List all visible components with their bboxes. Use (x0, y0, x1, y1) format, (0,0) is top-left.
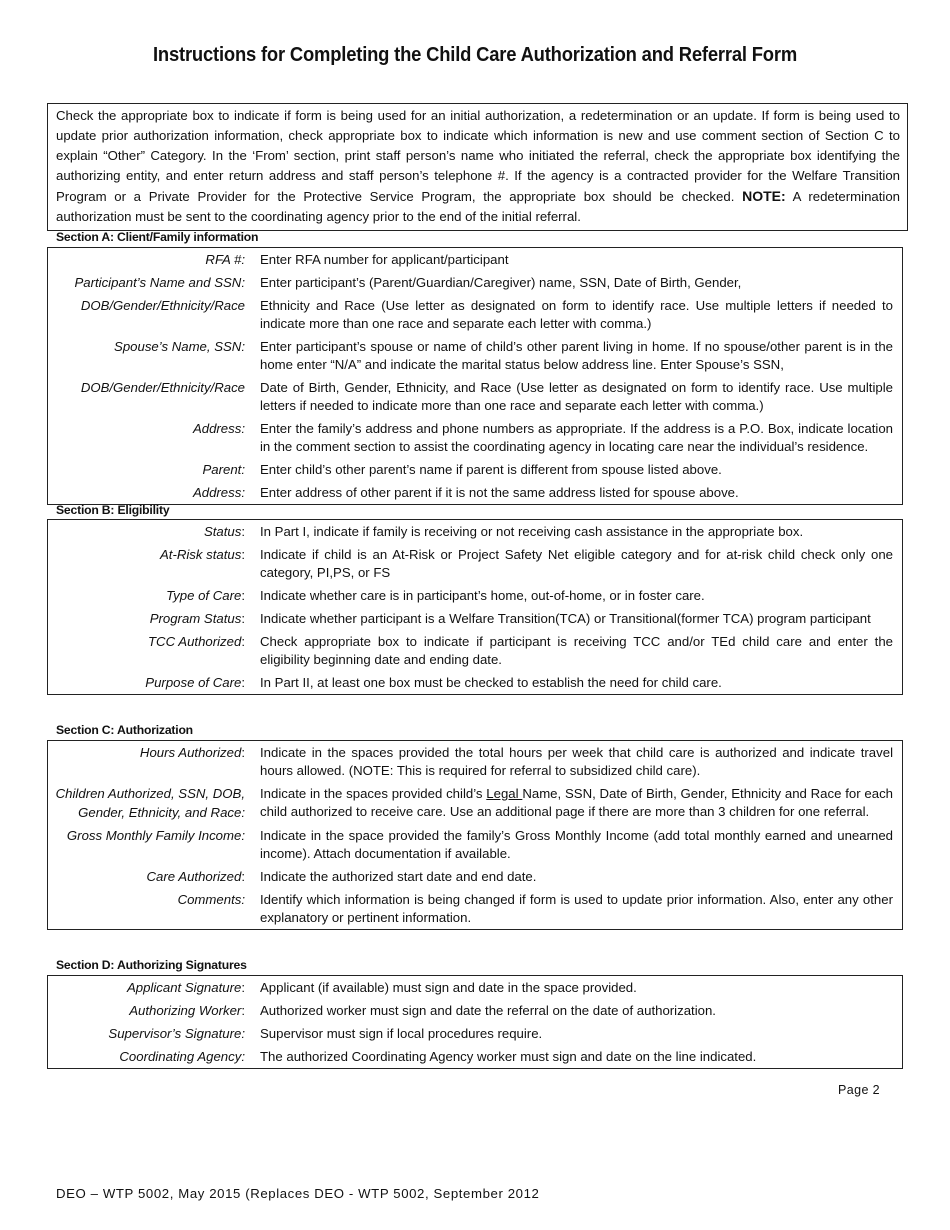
section-b-row (48, 520, 902, 543)
note-text: A redetermination authorization must be sent to the coordinating agency prior to the end of the initial referral. (56, 189, 900, 224)
row-description: Check appropriate box to indicate if participant is receiving TCC and/or TEd child care and enter the eligibility beginning date and ending date. (260, 634, 893, 667)
row-description: Enter participant’s (Parent/Guardian/Caregiver) name, SSN, Date of Birth, Gender, (260, 275, 742, 290)
section-d-row (48, 999, 902, 1022)
section-d-title: Section D: Authorizing Signatures (56, 958, 247, 972)
section-b-title: Section B: Eligibility (56, 503, 170, 517)
row-label-colon: : (241, 547, 245, 562)
section-c-box (47, 740, 903, 930)
row-label: Children Authorized, SSN, DOB, Gender, Ethnicity, and Race: (55, 786, 245, 820)
row-label: Authorizing Worker (129, 1003, 242, 1018)
section-a-box (47, 247, 903, 505)
section-d-row (48, 1022, 902, 1045)
row-label: RFA #: (205, 252, 245, 267)
row-label: DOB/Gender/Ethnicity/Race (80, 380, 245, 395)
row-description: Enter the family’s address and phone numbers as appropriate. If the address is a P.O. Box, indicate location in the comment section to assist the coordinating agency in locating care near the individual’s residence. (260, 421, 893, 454)
section-c-row (48, 865, 902, 888)
row-label-colon: : (241, 524, 245, 539)
section-a-row (48, 248, 902, 271)
page-number: Page 2 (838, 1083, 881, 1097)
section-a-row (48, 481, 902, 504)
row-description-pre: Indicate in the spaces provided child’s (260, 786, 487, 801)
section-c-row (48, 888, 902, 929)
section-d-row (48, 1045, 902, 1068)
section-b-box (47, 519, 903, 695)
section-b-row (48, 671, 902, 694)
section-d-row (48, 976, 902, 999)
row-label: Parent: (202, 462, 245, 477)
document-title: Instructions for Completing the Child Care Authorization and Referral Form (152, 44, 798, 66)
row-label-colon: : (241, 745, 245, 760)
intro-text: Check the appropriate box to indicate if form is being used for an initial authorization, a redetermination or an update. If form is being used to update prior authorization information, check appropriate box to indicate which information is new and use comment section of Section C to explain “Other” Category. In the ‘From’ section, print staff person’s name who initiated the referral, check the appropriate box identifying the authorizing entity, and enter return address and staff person’s telephone #. If the agency is a contracted provider for the Welfare Transition Program or a Private Provider for the Protective Service Program, the appropriate box should be checked. (56, 108, 900, 204)
section-a-title: Section A: Client/Family information (56, 230, 259, 244)
section-a-row (48, 417, 902, 458)
row-label: Comments: (177, 892, 245, 907)
row-label: Participant’s Name and SSN: (74, 275, 245, 290)
row-description: Supervisor must sign if local procedures require. (260, 1026, 543, 1041)
form-footer: DEO – WTP 5002, May 2015 (Replaces DEO - WTP 5002, September 2012 (56, 1186, 540, 1201)
row-label: Coordinating Agency: (119, 1049, 245, 1064)
row-label: Gross Monthly Family Income: (66, 828, 245, 843)
row-description: Enter address of other parent if it is not the same address listed for spouse above. (260, 485, 739, 500)
section-b-row (48, 584, 902, 607)
row-label: Applicant Signature (126, 980, 242, 995)
intro-instructions-box (47, 103, 908, 231)
row-description: Date of Birth, Gender, Ethnicity, and Race (Use letter as designated on form to identify race. Use multiple letters if needed to indicate more than one race and separate each letter with comma.) (260, 380, 893, 413)
section-d-box (47, 975, 903, 1069)
row-description: Indicate in the spaces provided the total hours per week that child care is authorized and indicate travel hours allowed. (NOTE: This is required for referral to subsidized child care). (260, 745, 893, 778)
row-label-colon: : (241, 869, 245, 884)
row-label: Type of Care (166, 588, 242, 603)
row-description: In Part II, at least one box must be checked to establish the need for child care. (260, 675, 722, 690)
row-description: Authorized worker must sign and date the referral on the date of authorization. (260, 1003, 716, 1018)
section-b-row (48, 630, 902, 671)
section-b-row (48, 607, 902, 630)
section-c-title: Section C: Authorization (56, 723, 193, 737)
row-label: At-Risk status (159, 547, 242, 562)
row-description: Enter participant’s spouse or name of child’s other parent living in home. If no spouse/other parent is in the home enter “N/A” and indicate the marital status below address line. Enter Spouse’s SSN, (260, 339, 893, 372)
section-c-row (48, 782, 902, 824)
row-description: Indicate whether participant is a Welfare Transition(TCA) or Transitional(former TCA) program participant (260, 611, 871, 626)
row-label-colon: : (241, 980, 245, 995)
row-label: Purpose of Care (145, 675, 242, 690)
row-description: Indicate the authorized start date and end date. (260, 869, 537, 884)
row-description (260, 784, 893, 821)
row-label: DOB/Gender/Ethnicity/Race (80, 298, 245, 313)
row-label: TCC Authorized (148, 634, 242, 649)
row-description: Indicate in the space provided the family’s Gross Monthly Income (add total monthly earned and unearned income). Attach documentation if available. (260, 828, 893, 861)
row-label-colon: : (241, 1003, 245, 1018)
note-label: NOTE: (742, 188, 786, 204)
row-description: In Part I, indicate if family is receiving or not receiving cash assistance in the appropriate box. (260, 524, 804, 539)
row-description: Enter RFA number for applicant/participant (260, 252, 509, 267)
row-label: Address: (192, 485, 245, 500)
row-description: Indicate if child is an At-Risk or Project Safety Net eligible category and for at-risk child check only one category, PI,PS, or FS (260, 547, 893, 580)
section-c-row (48, 824, 902, 865)
legal-underlined: Legal (486, 786, 523, 801)
row-description-rest: Name, SSN, Date of Birth, Gender, Ethnicity and Race for each child authorized to receive care. Use an additional page if there are more than 3 children for one referral. (260, 786, 893, 819)
row-label: Spouse’s Name, SSN: (114, 339, 245, 354)
row-label: Hours Authorized (139, 745, 242, 760)
section-c-row (48, 741, 902, 782)
row-label: Address: (192, 421, 245, 436)
row-label-colon: : (241, 588, 245, 603)
section-b-row (48, 543, 902, 584)
row-description: The authorized Coordinating Agency worker must sign and date on the line indicated. (260, 1049, 757, 1064)
section-a-row (48, 376, 902, 417)
row-description: Identify which information is being changed if form is used to update prior information. Also, enter any other explanatory or pertinent information. (260, 892, 893, 925)
row-description: Applicant (if available) must sign and date in the space provided. (260, 980, 637, 995)
row-label: Care Authorized (146, 869, 242, 884)
section-a-row (48, 335, 902, 376)
row-label: Program Status (149, 611, 242, 626)
row-description: Ethnicity and Race (Use letter as designated on form to identify race. Use multiple letters if needed to indicate more than one race and separate each letter with comma.) (260, 298, 893, 331)
row-label: Supervisor’s Signature: (108, 1026, 245, 1041)
row-label-colon: : (241, 634, 245, 649)
row-label-colon: : (241, 675, 245, 690)
row-label-colon: : (241, 611, 245, 626)
section-a-row (48, 271, 902, 294)
row-label: Status (203, 524, 242, 539)
section-a-row (48, 294, 902, 335)
section-a-row (48, 458, 902, 481)
row-description: Enter child’s other parent’s name if parent is different from spouse listed above. (260, 462, 722, 477)
row-description: Indicate whether care is in participant’s home, out-of-home, or in foster care. (260, 588, 705, 603)
